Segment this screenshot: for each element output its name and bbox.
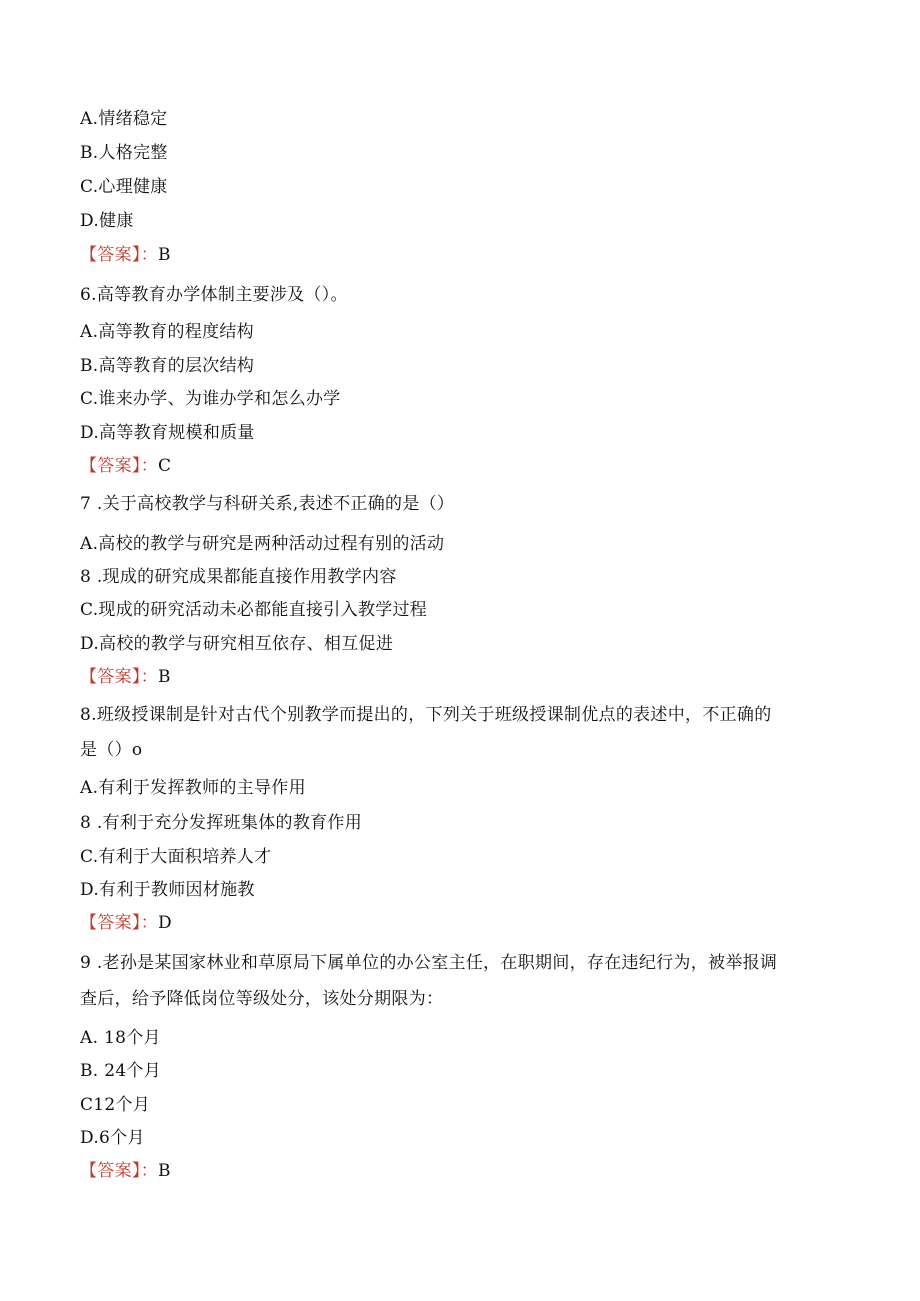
text-line: 是（）o (80, 740, 143, 760)
text-line: C12个月 (80, 1095, 151, 1115)
text-line: 查后，给予降低岗位等级处分，该处分期限为： (80, 989, 444, 1009)
answer-value: B (158, 667, 171, 687)
text-line: 9 .老孙是某国家林业和草原局下属单位的办公室主任，在职期间，存在违纪行为，被举报调 (80, 953, 778, 973)
text-line: 6.高等教育办学体制主要涉及（）。 (80, 285, 348, 305)
answer-value: C (158, 456, 172, 476)
text-line: A.有利于发挥教师的主导作用 (80, 778, 306, 798)
answer-value: B (158, 1161, 171, 1181)
answer-label: 【答案】： (80, 913, 158, 933)
answer-line (80, 912, 172, 934)
answer-label: 【答案】： (80, 667, 158, 687)
answer-value: B (158, 245, 171, 265)
answer-line (80, 666, 171, 688)
text-line: D.6个月 (80, 1128, 145, 1148)
text-line: 8.班级授课制是针对古代个别教学而提出的，下列关于班级授课制优点的表述中，不正确的 (80, 705, 772, 725)
text-line: C.现成的研究活动未必都能直接引入教学过程 (80, 600, 428, 620)
text-line: A. 18个月 (80, 1028, 161, 1048)
text-line: D.健康 (80, 211, 134, 231)
text-line: A.高等教育的程度结构 (80, 322, 254, 342)
text-line: D.有利于教师因材施教 (80, 880, 255, 900)
answer-label: 【答案】： (80, 1161, 158, 1181)
text-line: A.高校的教学与研究是两种活动过程有别的活动 (80, 534, 445, 554)
text-line: C.谁来办学、为谁办学和怎么办学 (80, 389, 341, 409)
text-line: A.情绪稳定 (80, 109, 168, 129)
answer-label: 【答案】： (80, 245, 158, 265)
text-line: C.心理健康 (80, 177, 168, 197)
text-line: 8 .有利于充分发挥班集体的教育作用 (80, 813, 363, 833)
text-line: B.高等教育的层次结构 (80, 356, 255, 376)
text-line: 8 .现成的研究成果都能直接作用教学内容 (80, 567, 397, 587)
answer-line (80, 244, 171, 266)
answer-line (80, 1160, 171, 1182)
answer-label: 【答案】： (80, 456, 158, 476)
text-line: C.有利于大面积培养人才 (80, 847, 272, 867)
text-line: B. 24个月 (80, 1061, 162, 1081)
answer-line (80, 455, 171, 477)
text-line: D.高校的教学与研究相互依存、相互促进 (80, 634, 394, 654)
text-line: D.高等教育规模和质量 (80, 423, 255, 443)
text-line: B.人格完整 (80, 143, 168, 163)
text-line: 7 .关于高校教学与科研关系,表述不正确的是（） (80, 494, 455, 514)
answer-value: D (158, 913, 172, 933)
